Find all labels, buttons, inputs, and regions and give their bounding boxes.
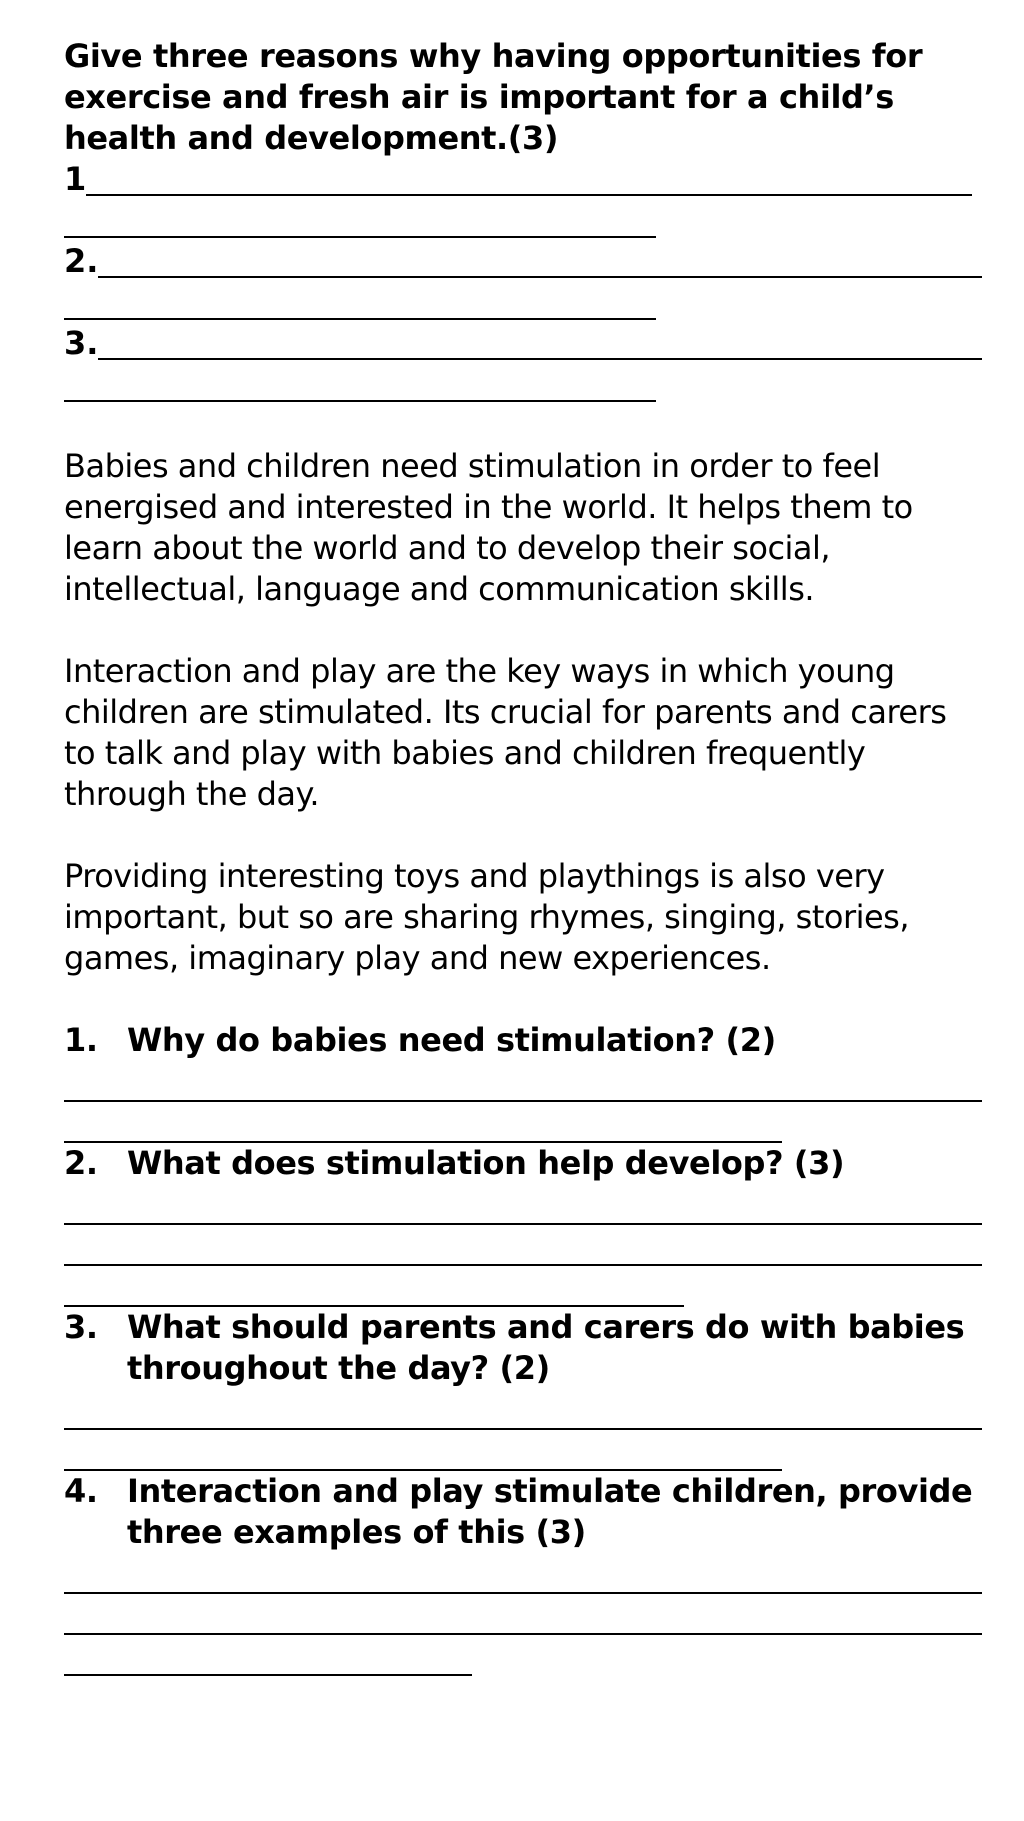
answer-line-2-continued[interactable] [64,318,656,320]
q2-answer-line-2[interactable] [64,1264,982,1266]
q4-answer-line-1[interactable] [64,1592,982,1594]
answer-line-2[interactable] [64,241,982,282]
answer-number: 1 [64,160,87,198]
question-4 [64,1471,980,1553]
question-text: Why do babies need stimulation? (2) [127,1021,776,1059]
question-3 [64,1307,980,1389]
answer-line-1[interactable] [64,159,972,200]
q2-answer-line-1[interactable] [64,1223,982,1225]
answer-line-1-continued[interactable] [64,236,656,238]
q4-answer-line-2[interactable] [64,1633,982,1635]
q3-answer-line-1[interactable] [64,1428,982,1430]
question-text: Interaction and play stimulate children, provide three examples of this (3) [127,1472,973,1551]
answer-line-3[interactable] [64,323,982,364]
answer-number: 2. [64,242,99,280]
question-text: What should parents and carers do with babies throughout the day? (2) [127,1308,965,1387]
answer-underline [98,240,982,278]
question-number: 1. [64,1021,98,1059]
passage-paragraph-2: Interaction and play are the key ways in which young children are stimulated. Its crucial for parents and carers to talk and play with babies and children frequently through the day. [64,652,947,813]
answer-underline [86,158,972,196]
passage-paragraph-3: Providing interesting toys and playthings is also very important, but so are sharing rhymes, singing, stories, games, imaginary play and new experiences. [64,857,910,977]
q4-answer-line-3[interactable] [64,1674,472,1676]
question-number: 3. [64,1308,98,1346]
q1-answer-line-1[interactable] [64,1100,982,1102]
question-1 [64,1020,980,1061]
question-number: 2. [64,1144,98,1182]
question-number: 4. [64,1472,98,1510]
passage-paragraph-1: Babies and children need stimulation in order to feel energised and interested in the world. It helps them to learn about the world and to develop their social, intellectual, language and communication skills. [64,447,913,608]
question-2 [64,1143,980,1184]
question-text: What does stimulation help develop? (3) [127,1144,845,1182]
answer-number: 3. [64,324,99,362]
exercise-question: Give three reasons why having opportunities for exercise and fresh air is important for a child’s health and development.(3) [64,37,923,157]
answer-underline [98,322,982,360]
answer-line-3-continued[interactable] [64,400,656,402]
